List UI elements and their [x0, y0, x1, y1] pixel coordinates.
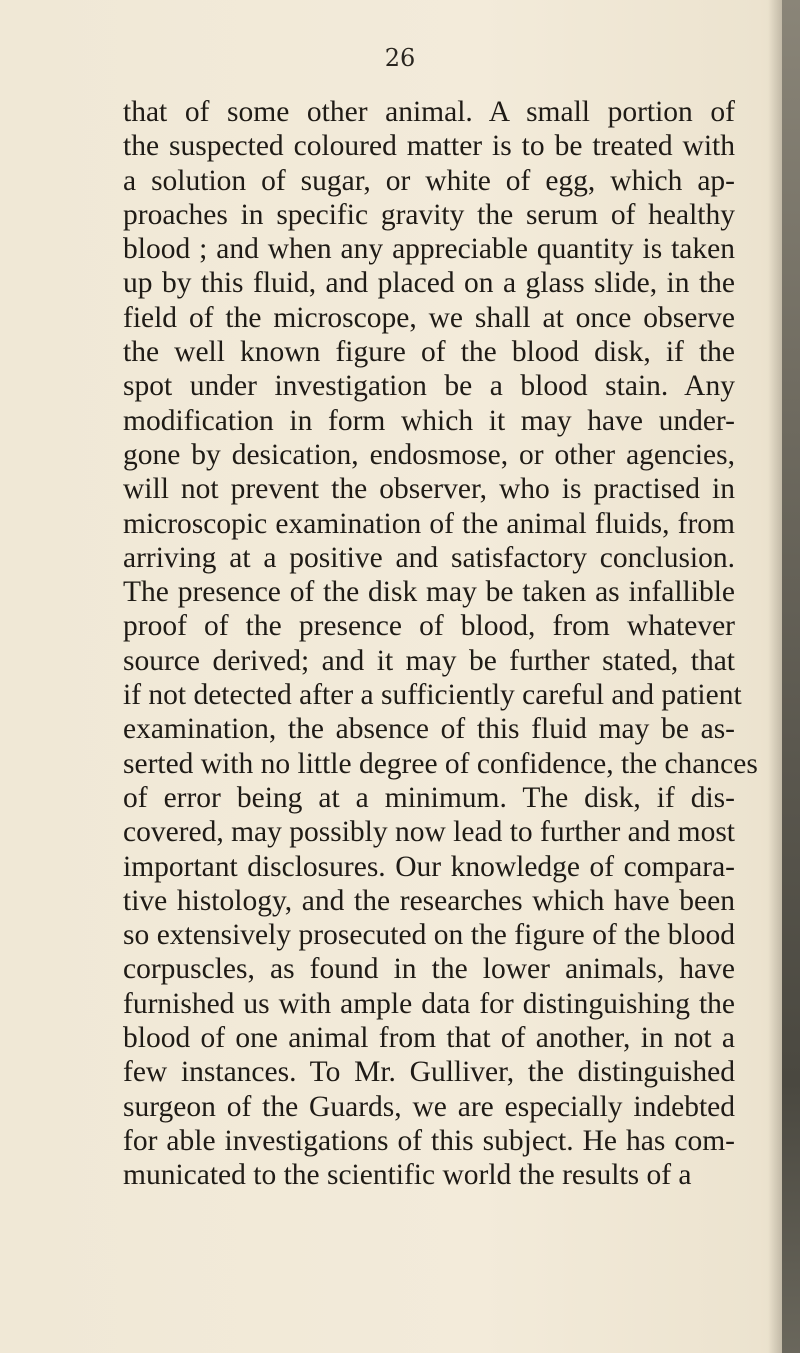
text-line: if not detected after a sufficiently careful and patient — [123, 679, 742, 712]
text-line: surgeon of the Guards, we are especially indebted — [123, 1090, 735, 1123]
text-line: the suspected coloured matter is to be treated with — [123, 130, 735, 163]
page-edge — [782, 0, 800, 1353]
text-line: field of the microscope, we shall at once observe — [123, 301, 735, 334]
text-line: proof of the presence of blood, from whatever — [123, 610, 735, 643]
page-number: 26 — [384, 44, 416, 72]
text-line: modification in form which it may have under- — [123, 404, 735, 437]
text-line: covered, may possibly now lead to further and most — [123, 816, 735, 849]
text-line: of error being at a minimum. The disk, if dis- — [123, 781, 735, 814]
text-line: few instances. To Mr. Gulliver, the distinguished — [123, 1056, 735, 1089]
text-line: furnished us with ample data for distinguishing the — [123, 987, 735, 1020]
text-line: important disclosures. Our knowledge of compara- — [123, 850, 735, 883]
text-line: up by this fluid, and placed on a glass slide, in the — [123, 267, 735, 300]
text-line: corpuscles, as found in the lower animals, have — [123, 953, 735, 986]
text-line: the well known figure of the blood disk, if the — [123, 336, 735, 369]
binding-shadow — [768, 0, 782, 1353]
text-line: so extensively prosecuted on the figure of the blood — [123, 919, 735, 952]
text-line: proaches in specific gravity the serum of healthy — [123, 198, 735, 231]
text-line: examination, the absence of this fluid may be as- — [123, 713, 735, 746]
text-line: arriving at a positive and satisfactory conclusion. — [123, 541, 735, 574]
text-line: blood ; and when any appreciable quantity is taken — [123, 233, 735, 266]
text-line: municated to the scientific world the results of a — [123, 1159, 692, 1192]
text-line: microscopic examination of the animal fluids, from — [123, 507, 735, 540]
text-line: blood of one animal from that of another, in not a — [123, 1022, 735, 1055]
text-line: will not prevent the observer, who is practised in — [123, 473, 735, 506]
text-line: serted with no little degree of confidence, the chances — [123, 747, 758, 780]
text-line: for able investigations of this subject. He has com- — [123, 1124, 735, 1157]
text-line: gone by desication, endosmose, or other agencies, — [123, 438, 735, 471]
text-line: spot under investigation be a blood stain. Any — [123, 370, 735, 403]
text-line: that of some other animal. A small portion of — [123, 96, 735, 128]
text-line: tive histology, and the researches which have been — [123, 884, 735, 917]
text-line: The presence of the disk may be taken as infallible — [123, 576, 735, 609]
text-line: a solution of sugar, or white of egg, which ap- — [123, 164, 735, 197]
body-text — [123, 95, 758, 1193]
text-line: source derived; and it may be further stated, that — [123, 644, 735, 677]
